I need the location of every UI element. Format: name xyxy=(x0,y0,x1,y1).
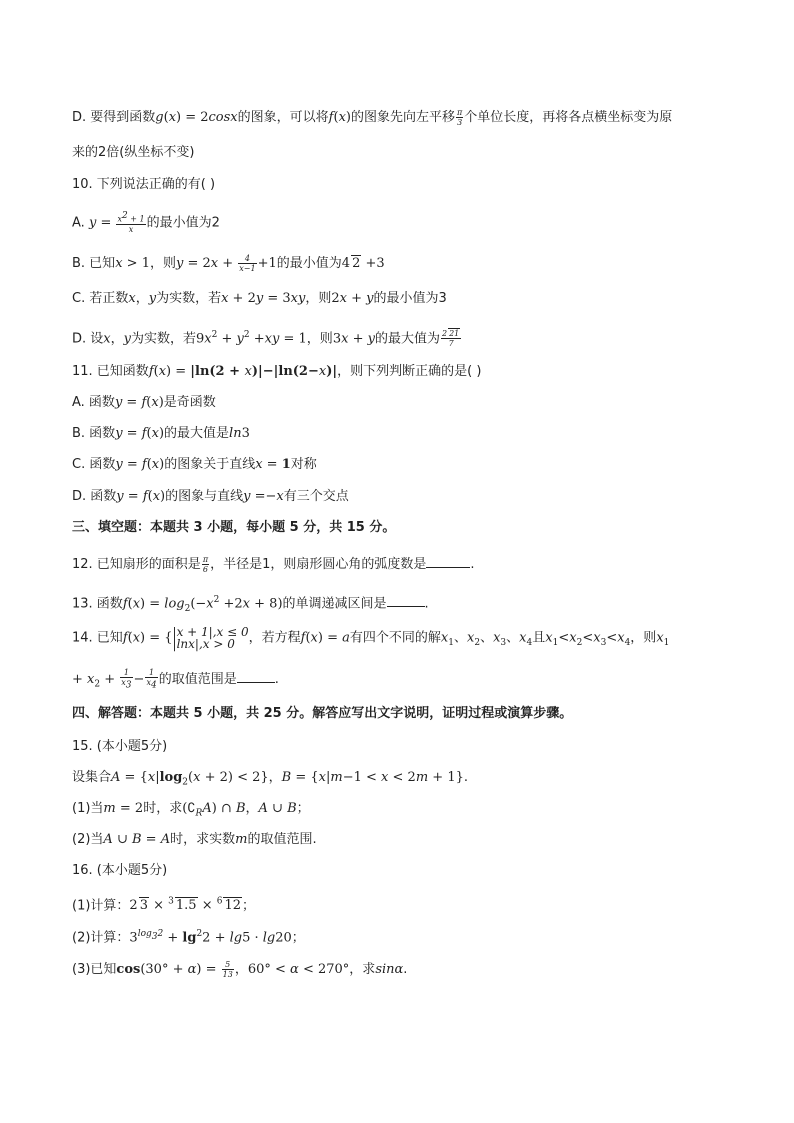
q11-option-d: D. 函数y = f(x)的图象与直线y =−x有三个交点 xyxy=(72,489,349,504)
q16-part1: (1)计算：2 3 × $^3$ 1.5 × $^6$ 12； xyxy=(72,897,256,914)
q15-header: 15. (本小题5分) xyxy=(72,739,168,754)
q13: 13. 函数$f(x) = \log_2(-x^2 +2x + 8)$的单调递减区间是 . xyxy=(72,595,429,614)
q15-part2: (2)当A ∪ B = A时，求实数m的取值范围. xyxy=(72,832,317,847)
q16-header: 16. (本小题5分) xyxy=(72,863,168,878)
q11-option-b: B. 函数y = f(x)的最大值是ln3 xyxy=(72,426,250,441)
answer-blank[interactable] xyxy=(426,555,470,568)
q15-stem: 设集合$A = \{x|\log_2(x + 2) < 2\}$，B = {x|m−1 < x < 2m + 1}. xyxy=(72,770,468,788)
q9-option-d-line1: D. 要得到函数g(x) = 2cosx的图象，可以将f(x)的图象先向左平移 $\frac{\pi}{3}$ 个单位长度，再将各点横坐标变为原 xyxy=(72,108,673,127)
q10-option-d: D. 设x，y为实数，若$9x^2 + y^2 +xy = 1$，则3x + y的最大值为 $\frac{2 21}{7}$ xyxy=(72,329,460,349)
answer-blank[interactable] xyxy=(237,670,275,683)
q10-stem: 10. 下列说法正确的有( ) xyxy=(72,177,216,192)
q12: 12. 已知扇形的面积是 $\frac{\pi}{6}$ ，半径是1，则扇形圆心角的弧度数是 . xyxy=(72,555,475,574)
q15-part1: (1)当m = 2时，求$(∁_RA)$ ∩ B，A ∪ B； xyxy=(72,801,310,819)
section-3-heading: 三、填空题：本题共 3 小题，每小题 5 分，共 15 分。 xyxy=(72,520,396,535)
q11-stem: 11. 已知函数f(x) = |ln(2 + x)|−|ln(2−x)|，则下列判断正确的是( ) xyxy=(72,364,482,379)
q14-line2: + $x_2$ + $\frac{1}{x_3}$ − $\frac{1}{x_4}$ 的取值范围是 . xyxy=(72,668,279,691)
q16-part2: (2)计算：$3^{log_32} + \lg^22 + \lg 5 \cdot \lg 20$； xyxy=(72,929,305,946)
section-4-heading: 四、解答题：本题共 5 小题，共 25 分。解答应写出文字说明，证明过程或演算步骤。 xyxy=(72,706,573,721)
q10-option-a: A. y = $\frac{x^2 + 1}{x}$ 的最小值为2 xyxy=(72,211,220,234)
answer-blank[interactable] xyxy=(387,594,425,607)
q11-option-c: C. 函数y = f(x)的图象关于直线x = 1对称 xyxy=(72,457,317,472)
q9-option-d-line2: 来的2倍(纵坐标不变) xyxy=(72,145,195,160)
q16-part3: (3)已知cos(30° + α) = $\frac{5}{13}$ ，60° < α < 270°，求sinα. xyxy=(72,960,408,979)
q10-option-c: C. 若正数x，y为实数，若x + 2y = 3xy，则2x + y的最小值为3 xyxy=(72,291,447,306)
q11-option-a: A. 函数y = f(x)是奇函数 xyxy=(72,395,216,410)
q14-line1: 14. 已知f(x) = { |x + 1|,x ≤ 0 |lnx|,x > 0 ，若方程f(x) = a有四个不同的解$x_1$、$x_2$、$x_3$、$x_4$且$x_1<x_2<x_3<x_4$，则$x_1$ xyxy=(72,625,670,651)
q10-option-b: B. 已知x > 1，则y = 2x + $\frac{4}{x-1}$ +1的最小值为4 2 +3 xyxy=(72,254,385,273)
